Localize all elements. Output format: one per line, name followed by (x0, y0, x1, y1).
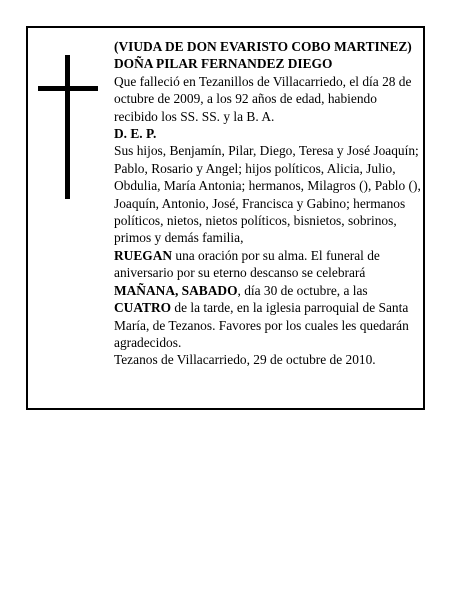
funeral-request (114, 247, 422, 351)
notice-text (114, 38, 422, 369)
time-lead: CUATRO (114, 300, 172, 316)
request-text: una oración por su alma. El funeral de aniversario por su eterno descanso se celebrará (114, 247, 380, 281)
request-lead: RUEGAN (114, 247, 173, 263)
cross-vertical-bar (65, 55, 70, 199)
rip-line: D. E. P. (114, 126, 157, 142)
place-date: Tezanos de Villacarriedo, 29 de octubre de 2010. (114, 352, 376, 368)
day-text: , día 30 de octubre, a las (237, 282, 368, 298)
death-details: Que falleció en Tezanillos de Villacarriedo, el día 28 de octubre de 2009, a los 92 años de edad, habiendo recibido los SS. SS. y la B. A. (114, 73, 412, 124)
time-text: de la tarde, en la iglesia parroquial de Santa María, de Tezanos. Favores por los cuales les quedarán agradecidos. (114, 300, 409, 350)
cross-horizontal-bar (38, 86, 98, 91)
deceased-name: DOÑA PILAR FERNANDEZ DIEGO (114, 56, 333, 72)
day-lead: MAÑANA, SABADO (114, 282, 238, 298)
family-list: Sus hijos, Benjamín, Pilar, Diego, Teresa y José Joaquín; Pablo, Rosario y Angel; hijos políticos, Alicia, Julio, Obdulia, María Antonia; hermanos, Milagros (), Pablo (), Joaquín, Antonio, José, Francisca y Gabino; hermanos políticos, nietos, nietos políticos, bisnietos, sobrinos, primos y demás familia, (114, 143, 421, 246)
widow-line: (VIUDA DE DON EVARISTO COBO MARTINEZ) (114, 39, 412, 54)
cross-icon (38, 55, 98, 199)
obituary-notice (26, 26, 425, 410)
